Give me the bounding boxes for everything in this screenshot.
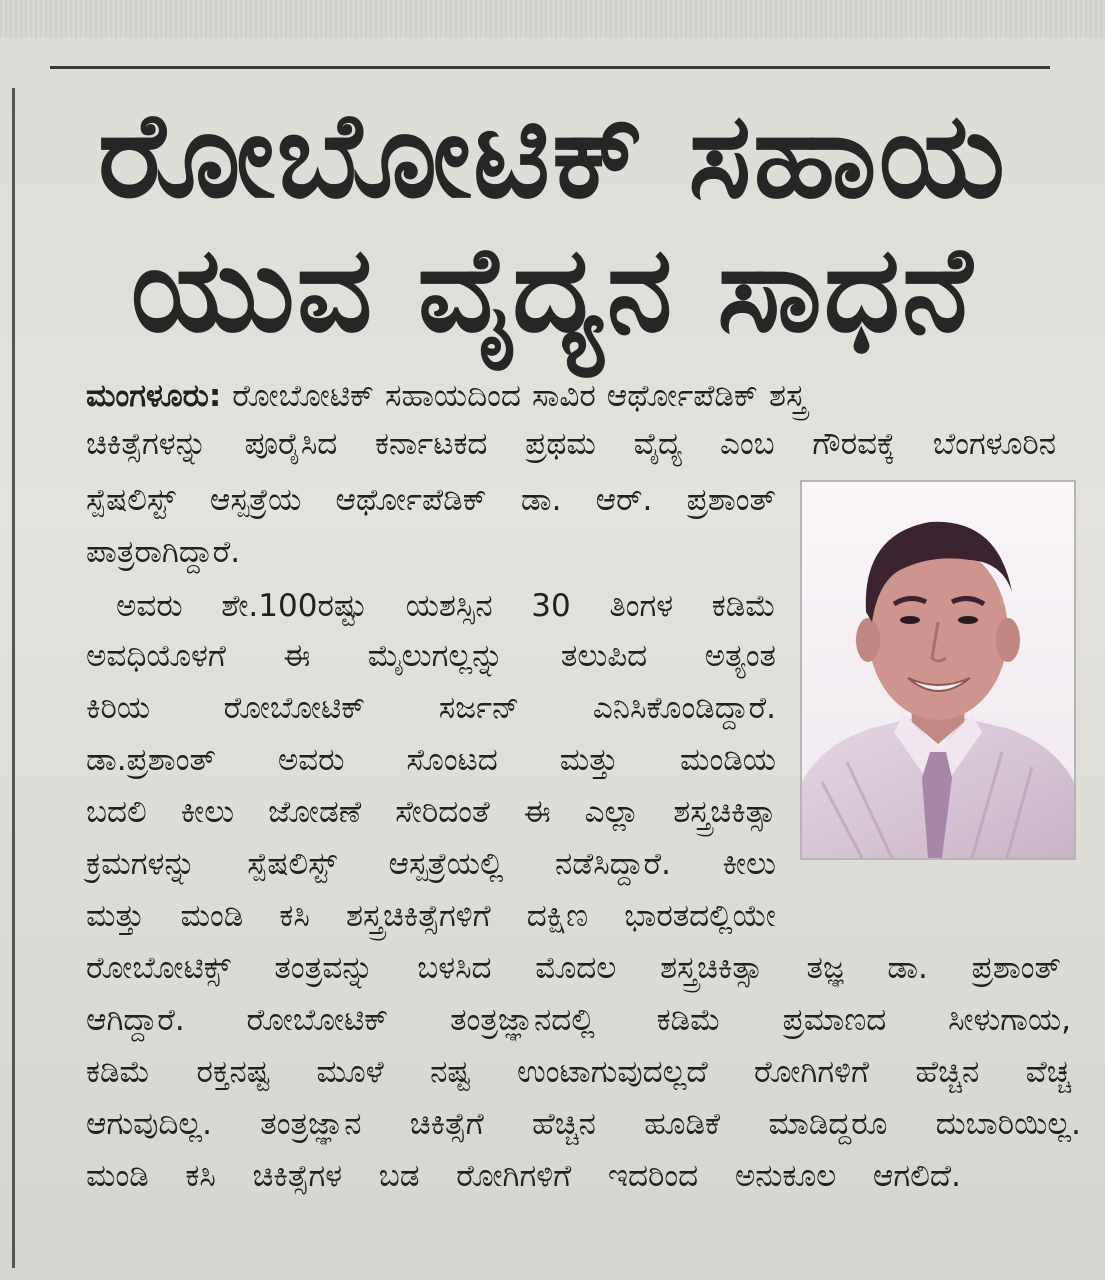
article-line-10: ಕ್ರಮಗಳನ್ನು ಸ್ಪೆಷಲಿಸ್ಟ್ ಆಸ್ಪತ್ರೆಯಲ್ಲಿ ನಡೆಸಿದ್ದಾರೆ. ಕೀಲು [86, 846, 776, 882]
article-line-3: ಸ್ಪೆಷಲಿಸ್ಟ್ ಆಸ್ಪತ್ರೆಯ ಆರ್ಥೋಪೆಡಿಕ್ ಡಾ. ಆರ್. ಪ್ರಶಾಂತ್ [86, 482, 776, 518]
article-line-5: ಅವರು ಶೇ.100ರಷ್ಟು ಯಶಸ್ಸಿನ 30 ತಿಂಗಳ ಕಡಿಮೆ [116, 588, 776, 624]
article-line-15: ಆಗುವುದಿಲ್ಲ. ತಂತ್ರಜ್ಞಾನ ಚಿಕಿತ್ಸೆಗೆ ಹೆಚ್ಚಿನ ಹೂಡಿಕೆ ಮಾಡಿದ್ದರೂ ದುಬಾರಿಯಿಲ್ಲ. [86, 1106, 1081, 1142]
article-line-8: ಡಾ.ಪ್ರಶಾಂತ್ ಅವರು ಸೊಂಟದ ಮತ್ತು ಮಂಡಿಯ [86, 742, 776, 778]
previous-column-strip [0, 0, 1105, 38]
left-column-rule [12, 88, 15, 1268]
ear-right [996, 618, 1020, 662]
article-line-9: ಬದಲಿ ಕೀಲು ಜೋಡಣೆ ಸೇರಿದಂತೆ ಈ ಎಲ್ಲಾ ಶಸ್ತ್ರಚಿಕಿತ್ಸಾ [86, 794, 776, 830]
article-line-13: ಆಗಿದ್ದಾರೆ. ರೋಬೋಟಿಕ್ ತಂತ್ರಜ್ಞಾನದಲ್ಲಿ ಕಡಿಮೆ ಪ್ರಮಾಣದ ಸೀಳುಗಾಯ, [86, 1002, 1071, 1038]
top-rule [50, 66, 1050, 69]
ear-left [856, 618, 880, 662]
article-line-16: ಮಂಡಿ ಕಸಿ ಚಿಕಿತ್ಸೆಗಳ ಬಡ ರೋಗಿಗಳಿಗೆ ಇದರಿಂದ ಅನುಕೂಲ ಆಗಲಿದೆ. [86, 1158, 961, 1194]
eye-right [958, 616, 978, 624]
article-line-7: ಕಿರಿಯ ರೋಬೋಟಿಕ್ ಸರ್ಜನ್ ಎನಿಸಿಕೊಂಡಿದ್ದಾರೆ. [86, 690, 776, 726]
article-line-12: ರೋಬೋಟಿಕ್ಸ್ ತಂತ್ರವನ್ನು ಬಳಸಿದ ಮೊದಲ ಶಸ್ತ್ರಚಿಕಿತ್ಸಾ ತಜ್ಞ ಡಾ. ಪ್ರಶಾಂತ್ [86, 950, 1061, 986]
headline-line-1: ರೋಬೋಟಿಕ್ ಸಹಾಯ [98, 86, 1007, 224]
article-line-1 [86, 374, 806, 418]
article-line-2: ಚಿಕಿತ್ಸೆಗಳನ್ನು ಪೂರೈಸಿದ ಕರ್ನಾಟಕದ ಪ್ರಥಮ ವೈದ್ಯ ಎಂಬ ಗೌರವಕ್ಕೆ ಬೆಂಗಳೂರಿನ [86, 426, 1056, 462]
article-line-6: ಅವಧಿಯೊಳಗೆ ಈ ಮೈಲುಗಲ್ಲನ್ನು ತಲುಪಿದ ಅತ್ಯಂತ [86, 638, 776, 674]
article-line-14: ಕಡಿಮೆ ರಕ್ತನಷ್ಟ ಮೂಳೆ ನಷ್ಟ ಉಂಟಾಗುವುದಲ್ಲದೆ ರೋಗಿಗಳಿಗೆ ಹೆಚ್ಚಿನ ವೆಚ್ಚ [86, 1054, 1071, 1090]
eye-left [900, 616, 920, 624]
article-line-11: ಮತ್ತು ಮಂಡಿ ಕಸಿ ಶಸ್ತ್ರಚಿಕಿತ್ಸೆಗಳಿಗೆ ದಕ್ಷಿಣ ಭಾರತದಲ್ಲಿಯೇ [86, 898, 776, 934]
article-text: ರೋಬೋಟಿಕ್ ಸಹಾಯದಿಂದ ಸಾವಿರ ಆರ್ಥೋಪೆಡಿಕ್ ಶಸ್ತ್ರ [232, 378, 806, 414]
doctor-portrait-photo [800, 480, 1076, 860]
article-line-4: ಪಾತ್ರರಾಗಿದ್ದಾರೆ. [86, 534, 241, 570]
dateline: ಮಂಗಳೂರು: [86, 378, 222, 414]
portrait-illustration [802, 482, 1074, 858]
headline-line-2: ಯುವ ವೈದ್ಯನ ಸಾಧನೆ [130, 220, 975, 358]
